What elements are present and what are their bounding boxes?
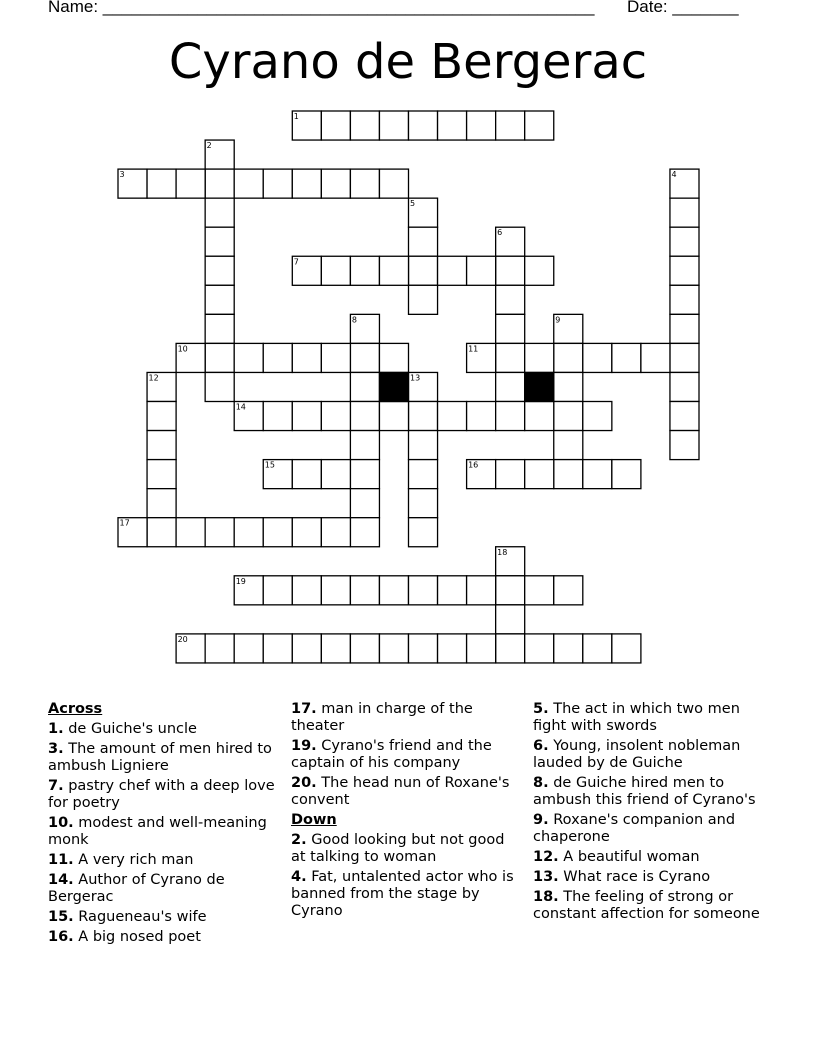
across-clue [291, 738, 523, 772]
grid-cell[interactable] [525, 256, 554, 285]
clue-number-5: 5 [410, 199, 416, 209]
grid-cell[interactable] [292, 169, 321, 198]
clues-column-2 [291, 701, 523, 923]
clue-number: 4. [291, 869, 307, 885]
clue-number: 16. [48, 929, 74, 945]
grid-cell[interactable] [409, 576, 438, 605]
clue-number: 2. [291, 832, 307, 848]
clue-number: 15. [48, 909, 74, 925]
clue-number: 6. [533, 738, 549, 754]
grid-cell[interactable] [670, 198, 699, 227]
date-blank[interactable]: _______ [672, 0, 739, 16]
grid-cell[interactable] [205, 198, 234, 227]
grid-cell[interactable] [147, 402, 176, 431]
grid-cell[interactable] [321, 518, 350, 547]
grid-cell[interactable] [467, 402, 496, 431]
grid-cell[interactable] [147, 489, 176, 518]
grid-cell[interactable] [205, 169, 234, 198]
clue-number-1: 1 [293, 112, 299, 121]
page-title: Cyrano de Bergerac [168, 34, 648, 90]
clue-number-15: 15 [264, 460, 275, 470]
grid-cell[interactable] [292, 460, 321, 489]
grid-cell[interactable] [409, 518, 438, 547]
across-clue [48, 778, 280, 812]
grid-cell[interactable] [205, 343, 234, 372]
grid-cell[interactable] [205, 634, 234, 663]
grid-cell[interactable] [467, 634, 496, 663]
grid-cell[interactable] [670, 227, 699, 256]
clue-number: 1. [48, 721, 64, 737]
grid-cell[interactable] [641, 343, 670, 372]
grid-cell[interactable] [612, 460, 641, 489]
grid-cell[interactable] [670, 402, 699, 431]
clue-number: 10. [48, 815, 74, 831]
clue-number-4: 4 [671, 170, 677, 180]
grid-cell[interactable] [350, 431, 379, 460]
clues-column-1 [48, 701, 280, 949]
grid-cell[interactable] [350, 402, 379, 431]
grid-cell[interactable] [409, 111, 438, 140]
grid-cell[interactable] [438, 111, 467, 140]
grid-cell[interactable] [321, 111, 350, 140]
grid-cell[interactable] [350, 372, 379, 401]
grid-cell[interactable] [350, 256, 379, 285]
grid-cell[interactable] [321, 343, 350, 372]
clue-number: 20. [291, 775, 317, 791]
grid-cell[interactable] [350, 489, 379, 518]
grid-cell[interactable] [409, 634, 438, 663]
grid-cell[interactable] [467, 576, 496, 605]
clue-text: A big nosed poet [73, 929, 201, 945]
grid-cell[interactable] [292, 402, 321, 431]
across-clue [48, 929, 280, 946]
grid-cell[interactable] [147, 460, 176, 489]
across-clue [291, 775, 523, 809]
grid-cell[interactable] [350, 576, 379, 605]
grid-cell[interactable] [583, 634, 612, 663]
grid-cell[interactable] [176, 518, 205, 547]
grid-cell[interactable] [496, 285, 525, 314]
down-clue [533, 701, 773, 735]
down-clue [533, 869, 773, 886]
grid-cell[interactable] [583, 402, 612, 431]
clue-number: 9. [533, 812, 549, 828]
clue-text: Author of Cyrano de Bergerac [48, 872, 225, 905]
grid-cell[interactable] [670, 343, 699, 372]
clue-number: 11. [48, 852, 74, 868]
clue-text: modest and well-meaning monk [48, 815, 267, 848]
grid-cell[interactable] [379, 576, 408, 605]
grid-cell[interactable] [438, 576, 467, 605]
clue-number: 12. [533, 849, 559, 865]
grid-cell[interactable] [554, 634, 583, 663]
grid-cell[interactable] [263, 576, 292, 605]
grid-cell[interactable] [350, 111, 379, 140]
down-clue [533, 775, 773, 809]
grid-cell[interactable] [496, 634, 525, 663]
clue-number-3: 3 [119, 170, 125, 180]
clue-text: The feeling of strong or constant affection for someone [533, 889, 760, 922]
grid-cell[interactable] [234, 518, 263, 547]
clue-number-7: 7 [293, 257, 299, 267]
grid-cell[interactable] [147, 169, 176, 198]
grid-cell[interactable] [350, 169, 379, 198]
clue-text: de Guiche hired men to ambush this friend of Cyrano's [533, 775, 756, 808]
clue-text: What race is Cyrano [558, 869, 711, 885]
grid-cell[interactable] [409, 256, 438, 285]
grid-cell[interactable] [496, 111, 525, 140]
clue-number-18: 18 [497, 547, 508, 557]
clue-number: 14. [48, 872, 74, 888]
grid-cell[interactable] [321, 402, 350, 431]
grid-cell[interactable] [379, 343, 408, 372]
grid-cell[interactable] [321, 460, 350, 489]
grid-cell[interactable] [670, 372, 699, 401]
clue-number-10: 10 [177, 344, 188, 354]
clue-text: Roxane's companion and chaperone [533, 812, 736, 845]
grid-cell[interactable] [496, 605, 525, 634]
grid-cell[interactable] [263, 518, 292, 547]
grid-cell[interactable] [554, 576, 583, 605]
grid-cell[interactable] [205, 518, 234, 547]
grid-cell[interactable] [496, 372, 525, 401]
grid-cell[interactable] [496, 314, 525, 343]
grid-cell[interactable] [670, 256, 699, 285]
grid-cell[interactable] [554, 460, 583, 489]
clue-number-9: 9 [555, 315, 561, 325]
clue-text: Ragueneau's wife [73, 909, 207, 925]
clue-number-16: 16 [468, 460, 479, 470]
grid-cell[interactable] [205, 372, 234, 401]
down-clue [291, 832, 523, 866]
grid-cell[interactable] [438, 634, 467, 663]
grid-cell[interactable] [147, 518, 176, 547]
grid-cell[interactable] [321, 576, 350, 605]
grid-cell[interactable] [350, 343, 379, 372]
grid-cell[interactable] [292, 518, 321, 547]
clue-number: 18. [533, 889, 559, 905]
grid-cell[interactable] [525, 402, 554, 431]
grid-cell[interactable] [263, 634, 292, 663]
grid-cell[interactable] [554, 431, 583, 460]
clue-number: 3. [48, 741, 64, 757]
grid-cell[interactable] [409, 431, 438, 460]
grid-cell[interactable] [554, 402, 583, 431]
grid-cell[interactable] [205, 227, 234, 256]
grid-cell[interactable] [379, 256, 408, 285]
clue-number: 5. [533, 701, 549, 717]
grid-cell[interactable] [205, 285, 234, 314]
clue-number-2: 2 [206, 141, 212, 151]
grid-cell[interactable] [350, 634, 379, 663]
across-heading: Across [48, 701, 103, 717]
grid-cell[interactable] [496, 256, 525, 285]
across-clue [48, 852, 280, 869]
across-clue [48, 721, 280, 738]
grid-cell[interactable] [670, 431, 699, 460]
clue-number: 8. [533, 775, 549, 791]
grid-cell[interactable] [234, 169, 263, 198]
grid-cell[interactable] [409, 402, 438, 431]
clue-text: Good looking but not good at talking to woman [291, 832, 505, 865]
clue-number-14: 14 [235, 402, 246, 412]
grid-cell[interactable] [379, 402, 408, 431]
clue-text: pastry chef with a deep love for poetry [48, 778, 275, 811]
grid-cell[interactable] [205, 256, 234, 285]
grid-cell[interactable] [583, 343, 612, 372]
grid-cell[interactable] [525, 634, 554, 663]
down-clue [533, 849, 773, 866]
clue-text: Young, insolent nobleman lauded by de Guiche [533, 738, 741, 771]
clue-number-17: 17 [119, 518, 130, 528]
grid-cell[interactable] [467, 256, 496, 285]
grid-cell[interactable] [612, 343, 641, 372]
clue-text: The amount of men hired to ambush Ligniere [48, 741, 272, 774]
grid-cell[interactable] [554, 372, 583, 401]
clue-text: Cyrano's friend and the captain of his company [291, 738, 492, 771]
clue-number-12: 12 [148, 373, 159, 383]
grid-cell[interactable] [263, 169, 292, 198]
clue-text: Fat, untalented actor who is banned from the stage by Cyrano [291, 869, 514, 919]
name-blank[interactable]: ____________________________________________________ [102, 0, 595, 16]
grid-cell[interactable] [379, 634, 408, 663]
down-heading: Down [291, 812, 337, 828]
clue-number-8: 8 [351, 315, 357, 325]
grid-cell[interactable] [292, 343, 321, 372]
across-clue [48, 741, 280, 775]
grid-block-cell [379, 372, 408, 401]
grid-cell[interactable] [321, 634, 350, 663]
grid-cell[interactable] [176, 169, 205, 198]
grid-cell[interactable] [496, 576, 525, 605]
clue-number-19: 19 [235, 576, 246, 586]
clue-number-6: 6 [497, 228, 503, 238]
grid-cell[interactable] [350, 518, 379, 547]
clue-number: 13. [533, 869, 559, 885]
across-clue [291, 701, 523, 735]
clue-number: 19. [291, 738, 317, 754]
grid-cell[interactable] [525, 460, 554, 489]
grid-cell[interactable] [379, 169, 408, 198]
grid-cell[interactable] [205, 314, 234, 343]
across-clue [48, 872, 280, 906]
grid-cell[interactable] [525, 111, 554, 140]
grid-cell[interactable] [234, 634, 263, 663]
clue-number-11: 11 [468, 344, 479, 354]
grid-cell[interactable] [496, 343, 525, 372]
clue-text: A beautiful woman [558, 849, 700, 865]
clue-text: A very rich man [73, 852, 194, 868]
grid-cell[interactable] [438, 256, 467, 285]
grid-cell[interactable] [147, 431, 176, 460]
grid-cell[interactable] [467, 111, 496, 140]
grid-cell[interactable] [670, 314, 699, 343]
clue-number: 7. [48, 778, 64, 794]
grid-cell[interactable] [379, 111, 408, 140]
grid-cell[interactable] [321, 169, 350, 198]
grid-cell[interactable] [350, 460, 379, 489]
down-clue [291, 869, 523, 920]
grid-cell[interactable] [234, 343, 263, 372]
grid-cell[interactable] [496, 402, 525, 431]
grid-cell[interactable] [496, 460, 525, 489]
across-clue [48, 909, 280, 926]
clue-number-20: 20 [177, 634, 188, 644]
grid-cell[interactable] [670, 285, 699, 314]
grid-cell[interactable] [263, 402, 292, 431]
grid-cell[interactable] [292, 576, 321, 605]
clue-text: man in charge of the theater [291, 701, 473, 734]
grid-cell[interactable] [321, 256, 350, 285]
grid-cell[interactable] [612, 634, 641, 663]
name-label: Name: [48, 0, 103, 16]
date-label: Date: [627, 0, 673, 16]
grid-cell[interactable] [438, 402, 467, 431]
grid-cell[interactable] [409, 285, 438, 314]
down-clue [533, 812, 773, 846]
grid-cell[interactable] [525, 576, 554, 605]
clues-column-3 [533, 701, 773, 926]
grid-cell[interactable] [409, 460, 438, 489]
down-clue [533, 738, 773, 772]
clue-text: de Guiche's uncle [63, 721, 197, 737]
grid-cell[interactable] [554, 343, 583, 372]
grid-cell[interactable] [525, 343, 554, 372]
grid-cell[interactable] [409, 227, 438, 256]
clue-number: 17. [291, 701, 317, 717]
down-clue [533, 889, 773, 923]
clue-text: The act in which two men fight with swords [533, 701, 740, 734]
grid-cell[interactable] [409, 489, 438, 518]
grid-cell[interactable] [583, 460, 612, 489]
clue-number-13: 13 [410, 373, 421, 383]
across-clue [48, 815, 280, 849]
grid-block-cell [525, 372, 554, 401]
clue-text: The head nun of Roxane's convent [291, 775, 510, 808]
grid-cell[interactable] [292, 634, 321, 663]
grid-cell[interactable] [263, 343, 292, 372]
